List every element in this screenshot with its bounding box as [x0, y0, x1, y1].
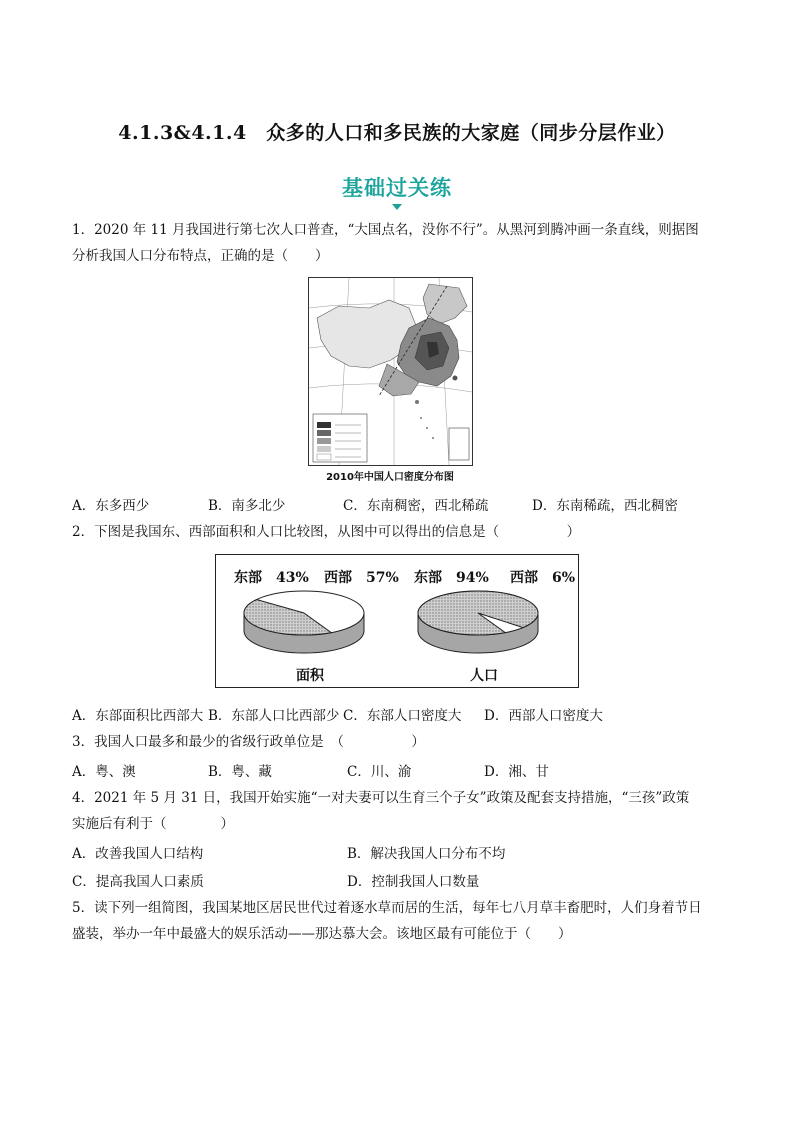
- q4-options-row2: [72, 870, 732, 890]
- pie-label-pop-west: 西部 6%: [510, 570, 576, 586]
- pie-name-population: 人口: [470, 668, 498, 684]
- q5-text-line2: 盛装，举办一年中最盛大的娱乐活动——那达慕大会。该地区最有可能位于（ ）: [72, 926, 572, 942]
- q3-option-b[interactable]: B．粤、藏: [208, 764, 272, 780]
- triangle-down-icon: [392, 204, 402, 210]
- q1-option-a[interactable]: A．东多西少: [72, 498, 150, 514]
- q4-options-row1: [72, 842, 732, 862]
- page-title: 4.1.3&4.1.4 众多的人口和多民族的大家庭（同步分层作业）: [118, 122, 676, 144]
- pie-label-area-west: 西部 57%: [324, 570, 399, 586]
- q1-text-line1: 1．2020 年 11 月我国进行第七次人口普查，“大国点名，没你不行”。从黑河到腾冲画一条直线，则据图: [72, 222, 699, 238]
- section-header: [0, 172, 794, 210]
- q4-option-b[interactable]: B．解决我国人口分布不均: [347, 846, 506, 862]
- q4-option-a[interactable]: A．改善我国人口结构: [72, 846, 204, 862]
- map-caption: 2010年中国人口密度分布图: [326, 472, 454, 483]
- q1-option-d[interactable]: D．东南稀疏，西北稠密: [532, 498, 678, 514]
- q1-text-line2: 分析我国人口分布特点，正确的是（ ）: [72, 248, 329, 264]
- q1-options: [72, 494, 732, 514]
- q4-text-line1: 4．2021 年 5 月 31 日，我国开始实施“一对夫妻可以生育三个子女”政策及配套支持措施，“三孩”政策: [72, 790, 690, 806]
- pie-charts-svg: [216, 555, 578, 687]
- q3-option-d[interactable]: D．湘、甘: [484, 764, 549, 780]
- pie-population: [418, 591, 538, 653]
- q4-option-c[interactable]: C．提高我国人口素质: [72, 874, 204, 890]
- pie-label-area-east: 东部 43%: [234, 570, 309, 586]
- q2-option-c[interactable]: C．东部人口密度大: [343, 708, 462, 724]
- q2-text-line1: 2．下图是我国东、西部面积和人口比较图，从图中可以得出的信息是（ ）: [72, 524, 581, 540]
- q2-option-a[interactable]: A．东部面积比西部大: [72, 708, 204, 724]
- pie-label-pop-east: 东部 94%: [414, 570, 489, 586]
- q1-option-b[interactable]: B．南多北少: [208, 498, 286, 514]
- q3-option-c[interactable]: C．川、渝: [347, 764, 412, 780]
- pie-name-area: 面积: [296, 668, 324, 684]
- china-map-icon: [309, 278, 472, 465]
- q1-option-c[interactable]: C．东南稠密，西北稀疏: [343, 498, 489, 514]
- pie-area: [244, 591, 364, 653]
- q2-option-d[interactable]: D．西部人口密度大: [484, 708, 603, 724]
- q2-option-b[interactable]: B．东部人口比西部少: [208, 708, 340, 724]
- q4-option-d[interactable]: D．控制我国人口数量: [347, 874, 480, 890]
- section-title: 基础过关练: [342, 176, 452, 200]
- q3-options: [72, 760, 732, 780]
- population-density-map: [308, 277, 473, 466]
- q4-text-line2: 实施后有利于（ ）: [72, 816, 234, 832]
- q5-text-line1: 5．读下列一组简图，我国某地区居民世代过着逐水草而居的生活，每年七八月草丰畜肥时，人们身着节日: [72, 900, 702, 916]
- q2-options: [72, 704, 732, 724]
- q3-option-a[interactable]: A．粤、澳: [72, 764, 136, 780]
- q3-text-line1: 3．我国人口最多和最少的省级行政单位是 （ ）: [72, 734, 425, 750]
- pie-chart-box: [215, 554, 579, 688]
